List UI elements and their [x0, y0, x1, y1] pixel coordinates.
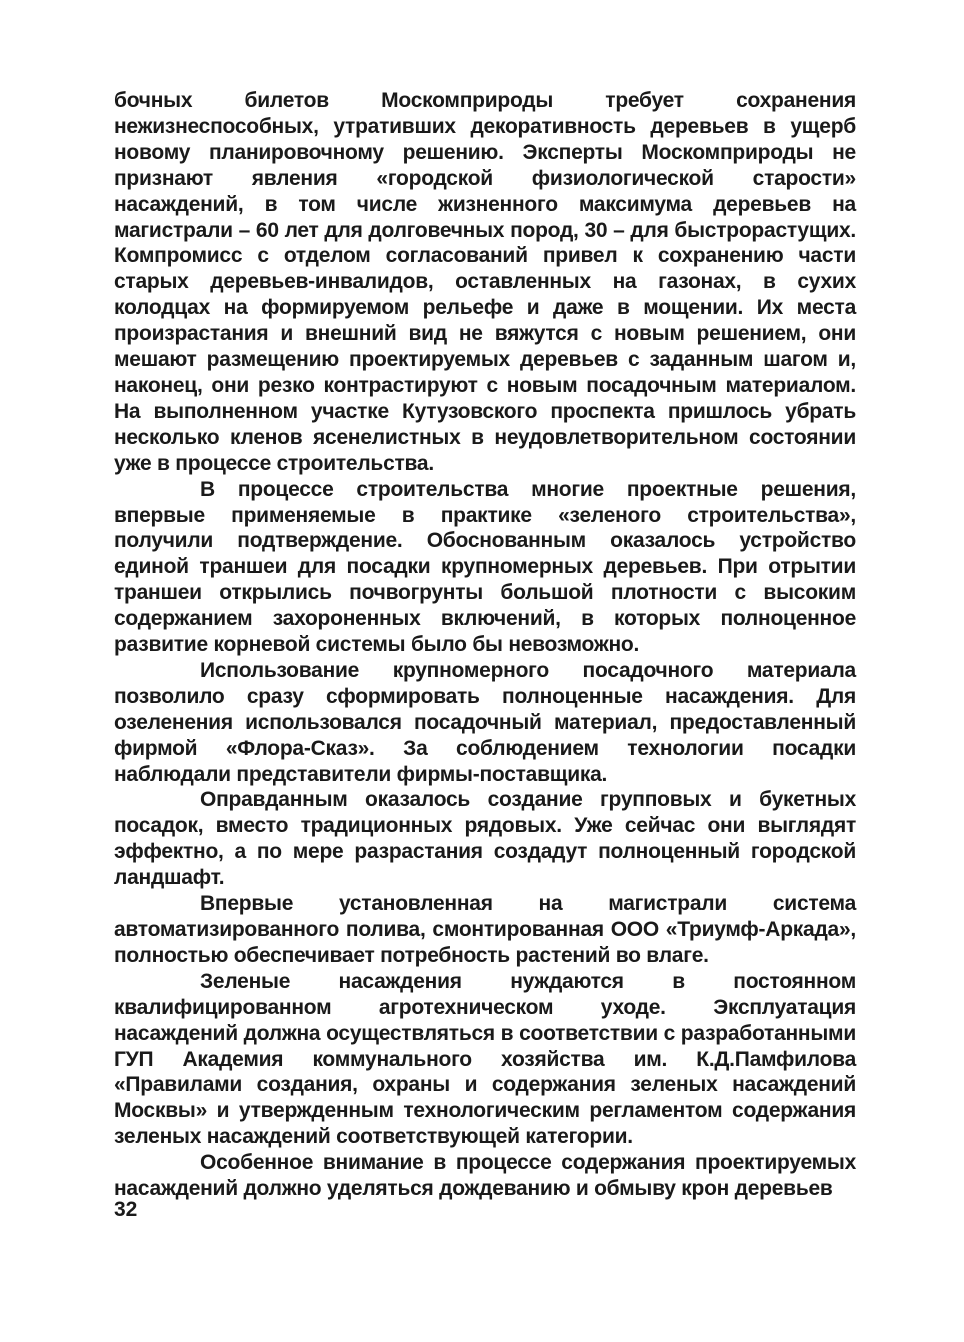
body-text: [114, 88, 856, 1202]
paragraph-irrigation-system: Впервые установленная на магистрали система автоматизированного полива, смонтированная ООО «Триумф-Аркада», полностью обеспечивает потребность растений во влаге.: [114, 892, 856, 967]
paragraph-maintenance: Зеленые насаждения нуждаются в постоянном квалифицированном агротехническом уходе. Эксплуатация насаждений должна осуществляться в соответствии с разработанными ГУП Академия коммунального хозяйства им. К.Д.Памфилова «Правилами создания, охраны и содержания зеленых насаждений Москвы» и утвержденным технологическим регламентом содержания зеленых насаждений соответствующей категории.: [114, 969, 856, 1149]
paragraph-group-plantings: Оправданным оказалось создание групповых и букетных посадок, вместо традиционных рядовых. Уже сейчас они выглядят эффектно, а по мере разрастания создадут полноценный городской ландшафт.: [114, 788, 856, 890]
paragraph-planting-material: Использование крупномерного посадочного материала позволило сразу сформировать полноценные насаждения. Для озеленения использовался посадочный материал, предоставленный фирмой «Флора-Сказ». За соблюдением технологии посадки наблюдали представители фирмы-поставщика.: [114, 658, 856, 786]
paragraph-construction-solutions: В процессе строительства многие проектные решения, впервые применяемые в практике «зеленого строительства», получили подтверждение. Обоснованным оказалось устройство единой траншеи для посадки крупномерных деревьев. При отрытии траншеи открылись почвогрунты большой плотности с высоким содержанием захороненных включений, в которых полноценное развитие корневой системы было бы невозможно.: [114, 477, 856, 657]
paragraph-special-attention: Особенное внимание в процессе содержания проектируемых насаждений должно уделяться дождеванию и обмыву крон деревьев: [114, 1151, 856, 1201]
paragraph-continuation: бочных билетов Москомприроды требует сохранения нежизнеспособных, утративших декоративность деревьев в ущерб новому планировочному решению. Эксперты Москомприроды не признают явления «городской физиологической старости» насаждений, в том числе жизненного максимума деревьев на магистрали – 60 лет для долговечных пород, 30 – для быстрорастущих. Компромисс с отделом согласований привел к сохранению части старых деревьев-инвалидов, оставленных на газонах, в сухих колодцах на формируемом рельефе и даже в мощении. Их места произрастания и внешний вид не вяжутся с новым решением, они мешают размещению проектируемых деревьев с заданным шагом и, наконец, они резко контрастируют с новым посадочным материалом. На выполненном участке Кутузовского проспекта пришлось убрать несколько кленов ясенелистных в неудовлетворительном состоянии уже в процессе строительства.: [114, 89, 856, 475]
page-number: 32: [114, 1198, 138, 1221]
